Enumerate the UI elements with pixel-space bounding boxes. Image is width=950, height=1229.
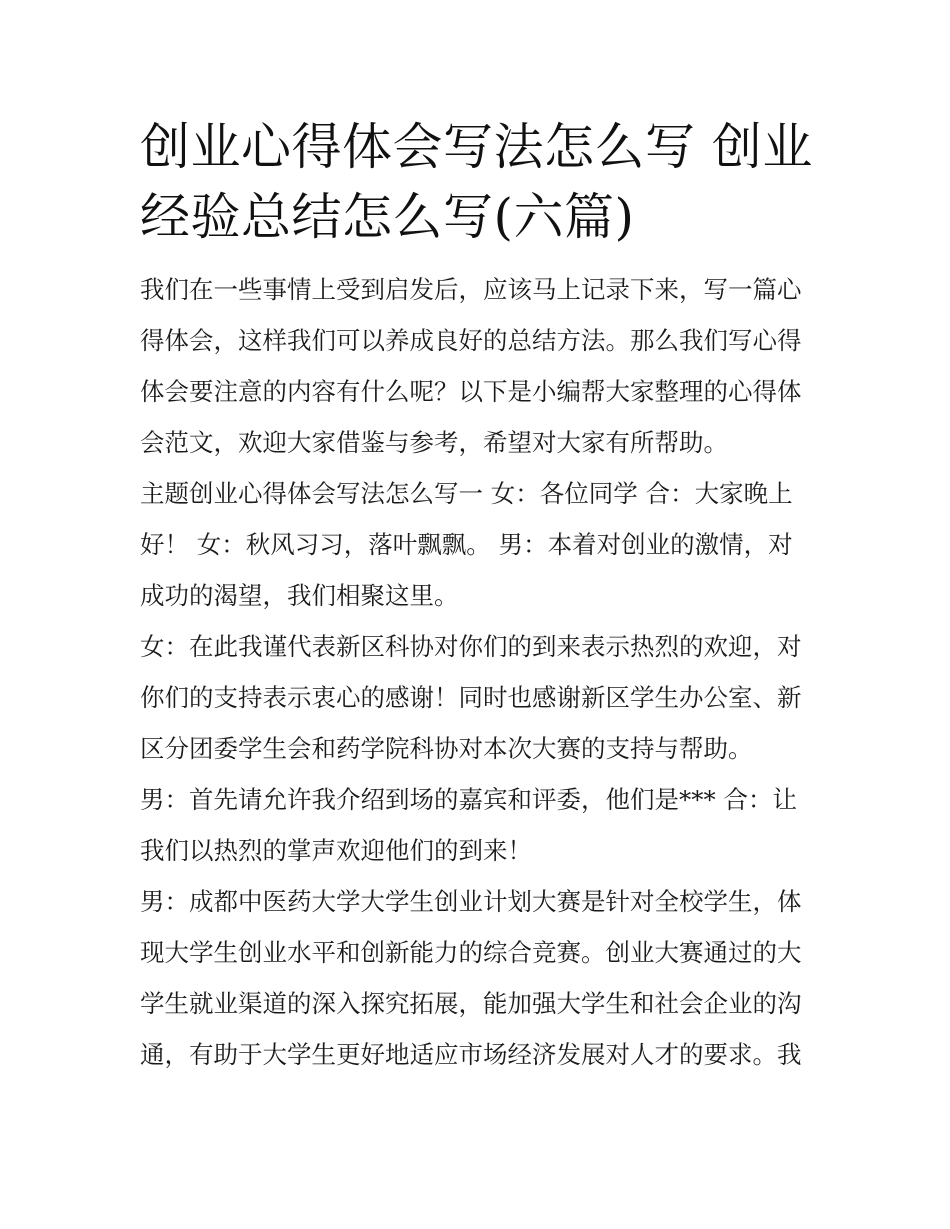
text-line: 体会要注意的内容有什么呢？以下是小编帮大家整理的心得体 xyxy=(140,377,802,406)
paragraph-welcome xyxy=(140,621,812,774)
text-line: 区分团委学生会和药学院科协对本次大赛的支持与帮助。 xyxy=(140,734,753,763)
text-line: 得体会，这样我们可以养成良好的总结方法。那么我们写心得 xyxy=(140,326,802,355)
title-line: 经验总结怎么写(六篇) xyxy=(140,188,635,246)
text-line: 你们的支持表示衷心的感谢！同时也感谢新区学生办公室、新 xyxy=(140,683,802,712)
document-title xyxy=(140,112,812,252)
text-line: 我们在一些事情上受到启发后，应该马上记录下来，写一篇心 xyxy=(140,275,802,304)
paragraph-guests xyxy=(140,774,812,876)
text-line: 通，有助于大学生更好地适应市场经济发展对人才的要求。我 xyxy=(140,1040,802,1069)
text-line: 会范文，欢迎大家借鉴与参考，希望对大家有所帮助。 xyxy=(140,428,728,457)
text-line: 男：首先请允许我介绍到场的嘉宾和评委，他们是*** 合：让 xyxy=(140,785,798,814)
text-line: 成功的渴望，我们相聚这里。 xyxy=(140,581,459,610)
text-line: 男：成都中医药大学大学生创业计划大赛是针对全校学生，体 xyxy=(140,887,802,916)
document-page xyxy=(140,112,812,1080)
text-line: 学生就业渠道的深入探究拓展，能加强大学生和社会企业的沟 xyxy=(140,989,802,1018)
text-line: 好！ 女：秋风习习，落叶飘飘。 男：本着对创业的激情，对 xyxy=(140,530,793,559)
text-line: 我们以热烈的掌声欢迎他们的到来！ xyxy=(140,836,532,865)
title-line: 创业心得体会写法怎么写 创业 xyxy=(140,118,813,176)
paragraph-competition xyxy=(140,876,812,1080)
paragraph-opening xyxy=(140,468,812,621)
paragraph-intro xyxy=(140,264,812,468)
text-line: 主题创业心得体会写法怎么写一 女：各位同学 合：大家晚上 xyxy=(140,479,793,508)
text-line: 现大学生创业水平和创新能力的综合竞赛。创业大赛通过的大 xyxy=(140,938,802,967)
text-line: 女：在此我谨代表新区科协对你们的到来表示热烈的欢迎，对 xyxy=(140,632,802,661)
